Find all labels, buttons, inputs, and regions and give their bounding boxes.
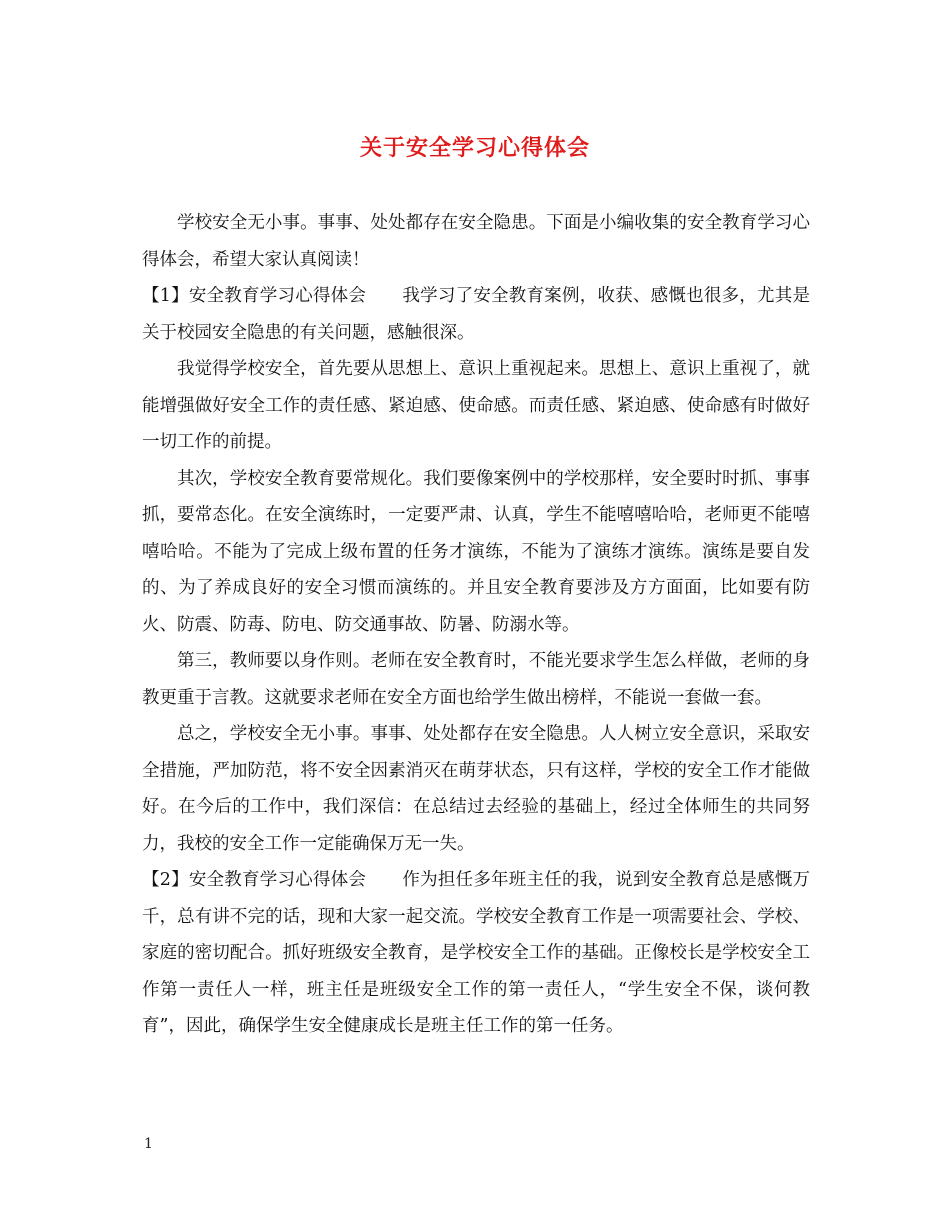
- section-1-paragraph: [142, 278, 810, 351]
- section-2-heading: 【2】安全教育学习心得体会: [142, 870, 367, 890]
- section-1-text: 我学习了安全教育案例，收获、感慨也很多，尤其是关于校园安全隐患的有关问题，感触很深。: [142, 286, 810, 343]
- page-number: 1: [144, 1136, 153, 1152]
- body-paragraph-3: 第三，教师要以身作则。老师在安全教育时，不能光要求学生怎么样做，老师的身教更重于言教。这就要求老师在安全方面也给学生做出榜样，不能说一套做一套。: [142, 651, 810, 708]
- section-2-paragraph: [142, 862, 810, 1045]
- section-2-text: 作为担任多年班主任的我，说到安全教育总是感慨万千，总有讲不完的话，现和大家一起交流。学校安全教育工作是一项需要社会、学校、家庭的密切配合。抓好班级安全教育，是学校安全工作的基础。正像校长是学校安全工作第一责任人一样，班主任是班级安全工作的第一责任人，“学生安全不保，谈何教育”，因此，确保学生安全健康成长是班主任工作的第一任务。: [142, 870, 810, 1036]
- document-body: [142, 205, 810, 1045]
- body-paragraph-1: 我觉得学校安全，首先要从思想上、意识上重视起来。思想上、意识上重视了，就能增强做好安全工作的责任感、紧迫感、使命感。而责任感、紧迫感、使命感有时做好一切工作的前提。: [142, 359, 810, 452]
- body-paragraph-2: 其次，学校安全教育要常规化。我们要像案例中的学校那样，安全要时时抓、事事抓，要常态化。在安全演练时，一定要严肃、认真，学生不能嘻嘻哈哈，老师更不能嘻嘻哈哈。不能为了完成上级布置的任务才演练，不能为了演练才演练。演练是要自发的、为了养成良好的安全习惯而演练的。并且安全教育要涉及方方面面，比如要有防火、防震、防毒、防电、防交通事故、防暑、防溺水等。: [142, 468, 810, 635]
- body-paragraph-4: 总之，学校安全无小事。事事、处处都存在安全隐患。人人树立安全意识，采取安全措施，严加防范，将不安全因素消灭在萌芽状态，只有这样，学校的安全工作才能做好。在今后的工作中，我们深信：在总结过去经验的基础上，经过全体师生的共同努力，我校的安全工作一定能确保万无一失。: [142, 724, 810, 854]
- section-1-heading: 【1】安全教育学习心得体会: [142, 286, 367, 306]
- intro-paragraph: 学校安全无小事。事事、处处都存在安全隐患。下面是小编收集的安全教育学习心得体会，希望大家认真阅读！: [142, 213, 810, 270]
- document-title: 关于安全学习心得体会: [359, 135, 590, 161]
